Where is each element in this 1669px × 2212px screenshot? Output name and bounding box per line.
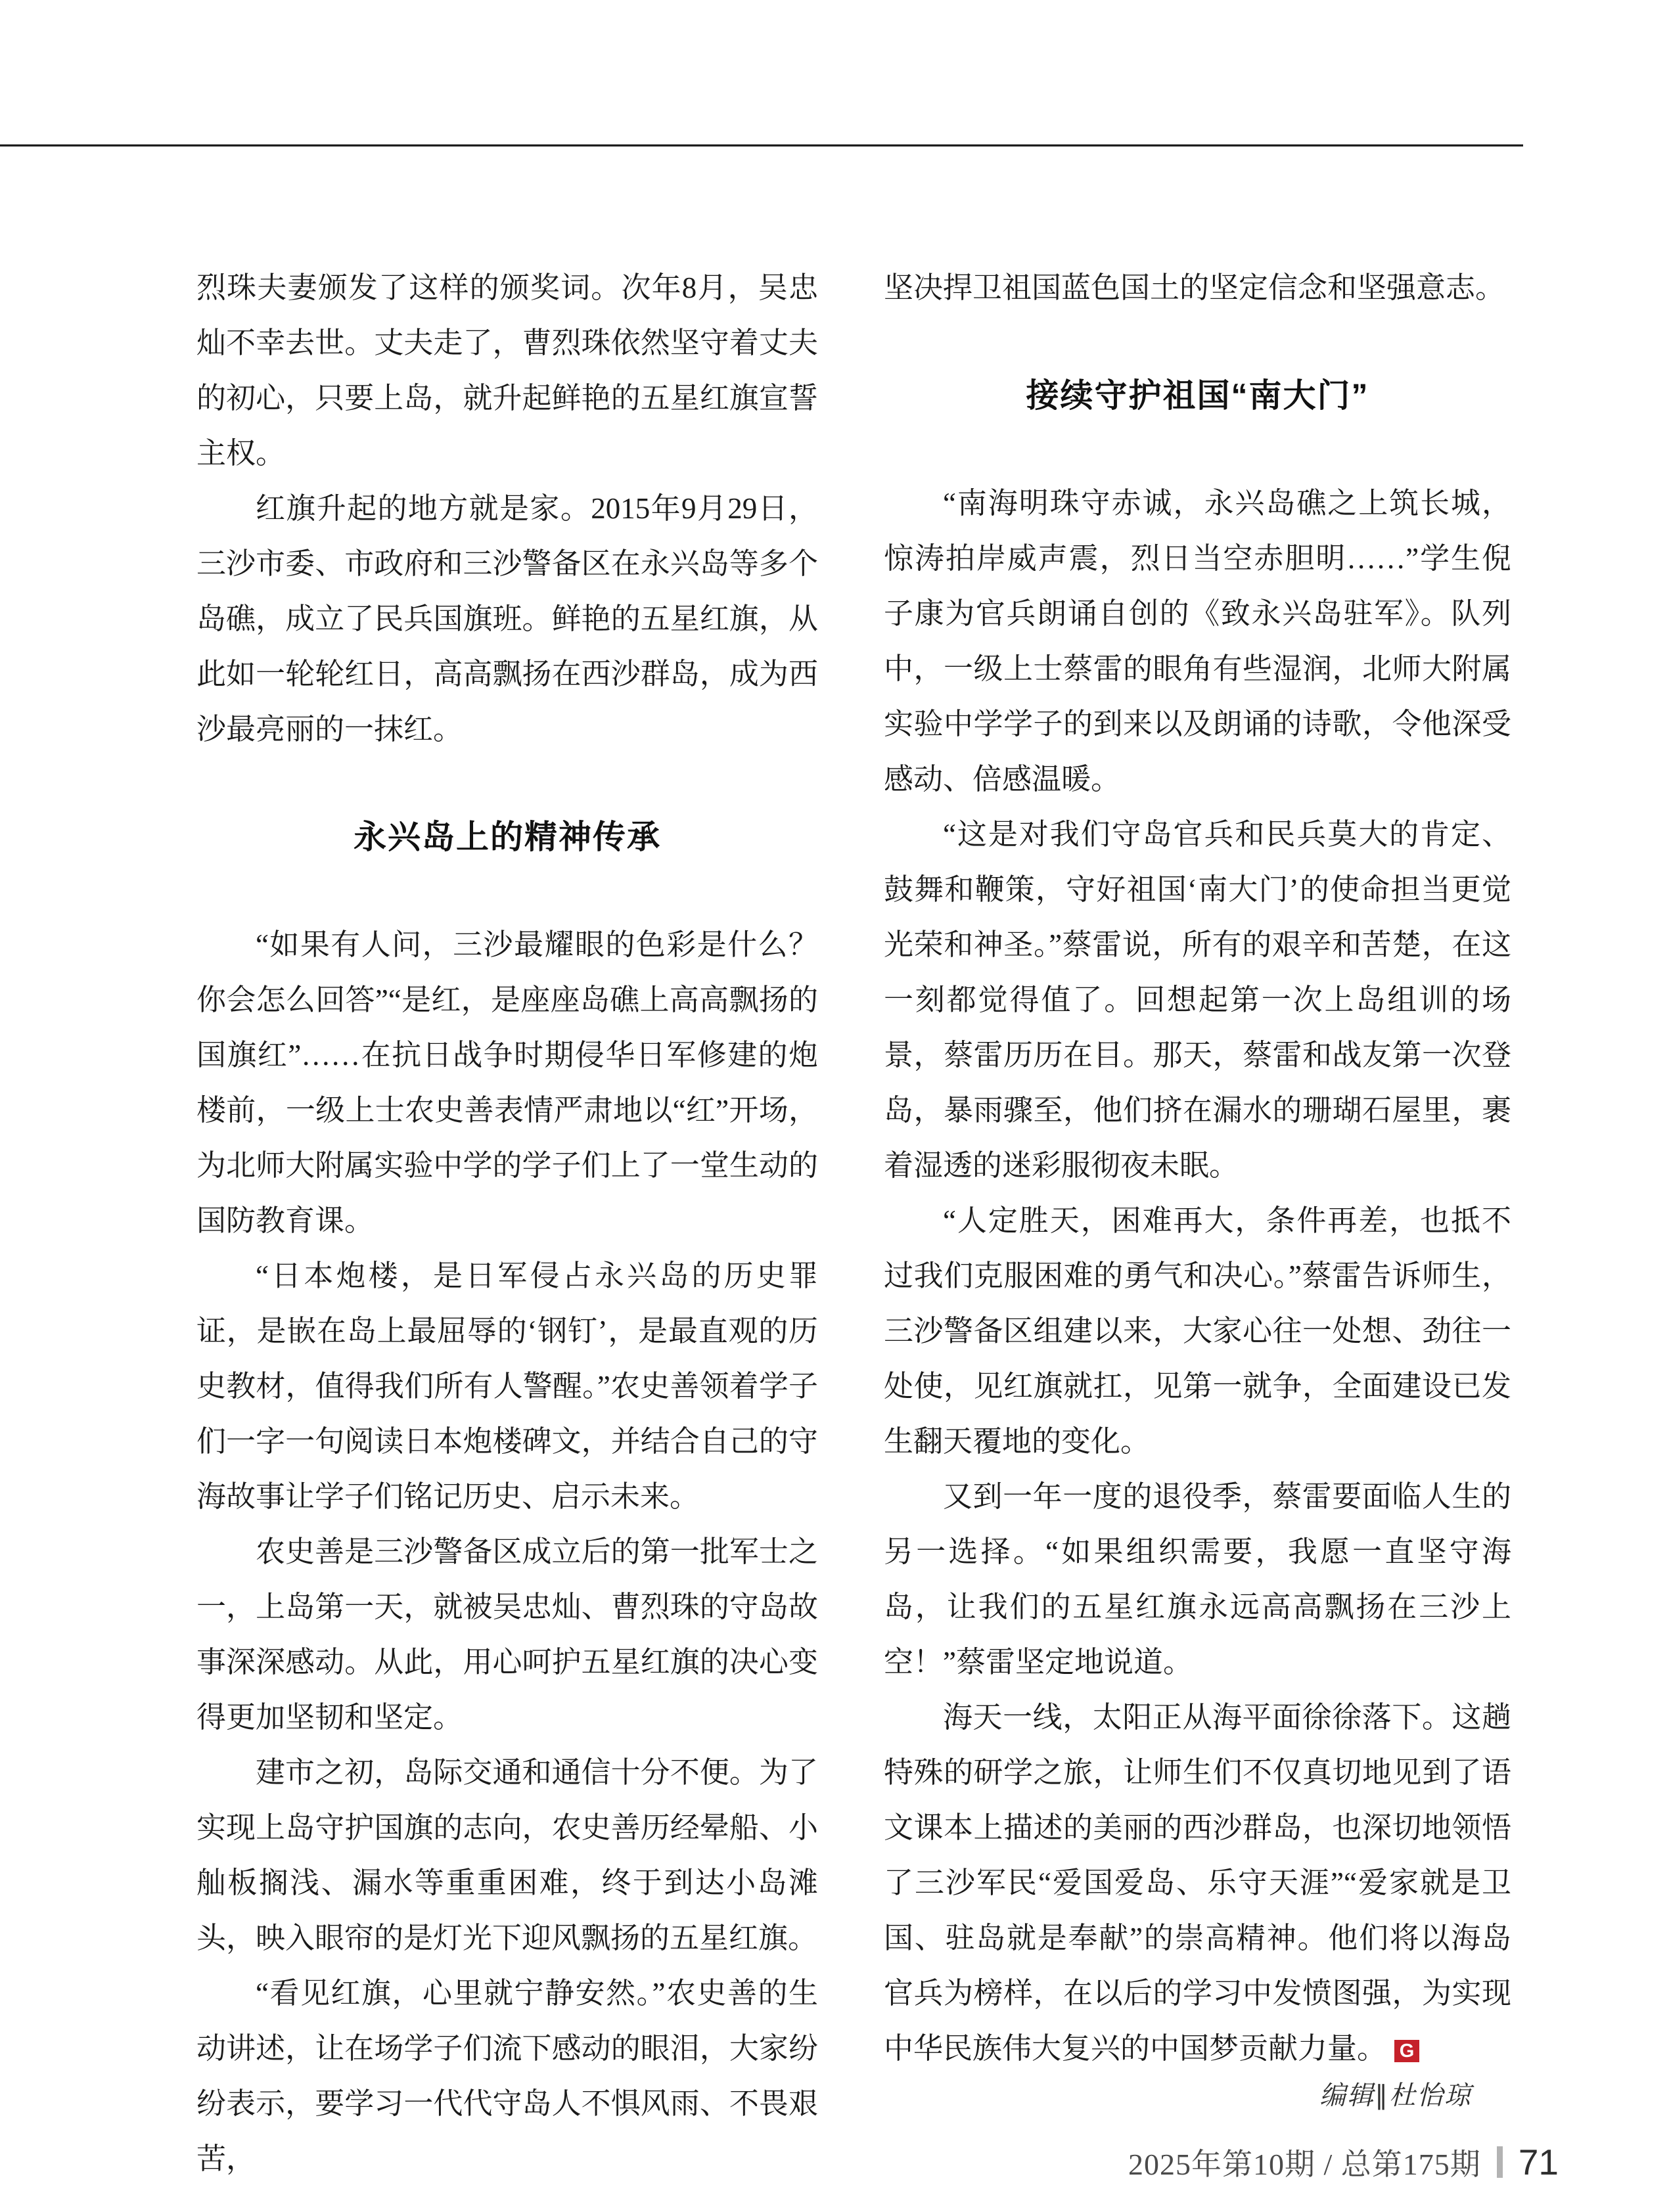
paragraph: 坚决捍卫祖国蓝色国土的坚定信念和坚强意志。: [884, 271, 1505, 304]
paragraph: “日本炮楼，是日军侵占永兴岛的历史罪证，是嵌在岛上最屈辱的‘钢钉’，是最直观的历史教材，值得我们所有人警醒。”农史善领着学子们一字一句阅读日本炮楼碑文，并结合自己的守海故事让学子们铭记历史、启示未来。: [196, 1259, 818, 1513]
paragraph: 又到一年一度的退役季，蔡雷要面临人生的另一选择。“如果组织需要，我愿一直坚守海岛，让我们的五星红旗永远高高飘扬在三沙上空！”蔡雷坚定地说道。: [884, 1480, 1511, 1679]
section-heading: 永兴岛上的精神传承: [354, 819, 661, 855]
editor-credit: 编辑∥杜怡琼: [1319, 2081, 1472, 2110]
page-number: 71: [1518, 2142, 1559, 2182]
paragraph: 海天一线，太阳正从海平面徐徐落下。这趟特殊的研学之旅，让师生们不仅真切地见到了语文课本上描述的美丽的西沙群岛，也深切地领悟了三沙军民“爱国爱岛、乐守天涯”“爱家就是卫国、驻岛就是奉献”的崇高精神。他们将以海岛官兵为榜样，在以后的学习中发愤图强，为实现中华民族伟大复兴的中国梦贡献力量。 G: [884, 1701, 1511, 2065]
left-column: [196, 260, 818, 2186]
right-column: [884, 260, 1511, 2076]
issue-info: 2025年第10期 / 总第175期: [1128, 2148, 1481, 2181]
paragraph: “如果有人问，三沙最耀眼的色彩是什么？你会怎么回答”“是红，是座座岛礁上高高飘扬的国旗红”……在抗日战争时期侵华日军修建的炮楼前，一级上士农史善表情严肃地以“红”开场，为北师大附属实验中学的学子们上了一堂生动的国防教育课。: [196, 928, 818, 1237]
paragraph: “南海明珠守赤诚，永兴岛礁之上筑长城，惊涛拍岸威声震，烈日当空赤胆明……”学生倪子康为官兵朗诵自创的《致永兴岛驻军》。队列中，一级上士蔡雷的眼角有些湿润，北师大附属实验中学学子的到来以及朗诵的诗歌，令他深受感动、倍感温暖。: [884, 487, 1511, 796]
paragraph: “这是对我们守岛官兵和民兵莫大的肯定、鼓舞和鞭策，守好祖国‘南大门’的使命担当更觉光荣和神圣。”蔡雷说，所有的艰辛和苦楚，在这一刻都觉得值了。回想起第一次上岛组训的场景，蔡雷历历在目。那天，蔡雷和战友第一次登岛，暴雨骤至，他们挤在漏水的珊瑚石屋里，裹着湿透的迷彩服彻夜未眠。: [884, 818, 1511, 1182]
paragraph: “人定胜天，困难再大，条件再差，也抵不过我们克服困难的勇气和决心。”蔡雷告诉师生，三沙警备区组建以来，大家心往一处想、劲往一处使，见红旗就扛，见第一就争，全面建设已发生翻天覆地的变化。: [884, 1204, 1511, 1458]
paragraph: 红旗升起的地方就是家。2015年9月29日，三沙市委、市政府和三沙警备区在永兴岛等多个岛礁，成立了民兵国旗班。鲜艳的五星红旗，从此如一轮轮红日，高高飘扬在西沙群岛，成为西沙最亮丽的一抹红。: [196, 492, 818, 746]
section-heading: 接续守护祖国“南大门”: [1026, 377, 1369, 414]
end-mark-badge: G: [1394, 2040, 1419, 2062]
footer-divider: [1497, 2146, 1503, 2178]
paragraph: 农史善是三沙警备区成立后的第一批军士之一，上岛第一天，就被吴忠灿、曹烈珠的守岛故事深深感动。从此，用心呵护五星红旗的决心变得更加坚韧和坚定。: [196, 1535, 818, 1734]
paragraph: 烈珠夫妻颁发了这样的颁奖词。次年8月，吴忠灿不幸去世。丈夫走了，曹烈珠依然坚守着丈夫的初心，只要上岛，就升起鲜艳的五星红旗宣誓主权。: [196, 271, 818, 470]
paragraph: 建市之初，岛际交通和通信十分不便。为了实现上岛守护国旗的志向，农史善历经晕船、小舢板搁浅、漏水等重重困难，终于到达小岛滩头，映入眼帘的是灯光下迎风飘扬的五星红旗。: [196, 1756, 818, 1954]
footer-issue-line: [1128, 2140, 1559, 2184]
paragraph: “看见红旗，心里就宁静安然。”农史善的生动讲述，让在场学子们流下感动的眼泪，大家纷纷表示，要学习一代代守岛人不惧风雨、不畏艰苦，: [196, 1977, 818, 2175]
header-rule: [0, 144, 1523, 147]
